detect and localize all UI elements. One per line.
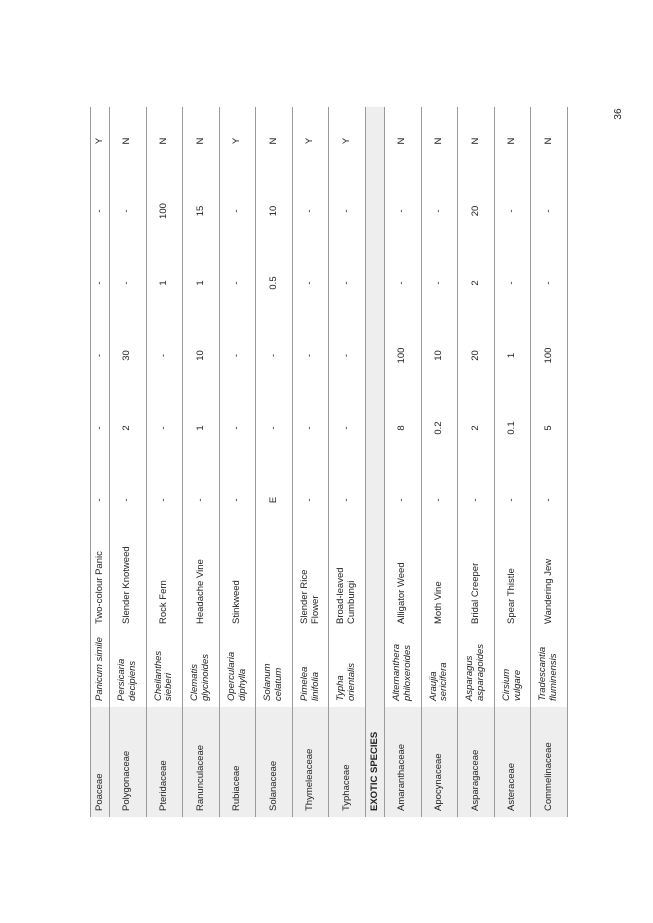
value-cell: - bbox=[91, 175, 110, 247]
value-cell: - bbox=[385, 464, 422, 536]
table-row bbox=[219, 107, 256, 817]
value-cell: 0.1 bbox=[494, 392, 531, 464]
scientific-name-cell: Panicum simile bbox=[91, 630, 110, 707]
value-cell: 0.2 bbox=[421, 392, 458, 464]
section-header-fill bbox=[366, 107, 385, 707]
table-row bbox=[458, 107, 495, 817]
value-cell: 100 bbox=[531, 319, 568, 392]
value-cell: - bbox=[329, 392, 366, 464]
value-cell: Y bbox=[329, 107, 366, 175]
value-cell: - bbox=[146, 464, 183, 536]
table-row bbox=[256, 107, 293, 817]
page-number: 36 bbox=[612, 108, 624, 120]
common-name-cell: Moth Vine bbox=[421, 536, 458, 630]
species-table-body bbox=[91, 107, 568, 817]
value-cell: N bbox=[385, 107, 422, 175]
value-cell: - bbox=[219, 392, 256, 464]
common-name-cell: Alligator Weed bbox=[385, 536, 422, 630]
value-cell: - bbox=[531, 175, 568, 247]
value-cell: - bbox=[110, 175, 147, 247]
table-row bbox=[329, 107, 366, 817]
species-table-container bbox=[90, 107, 568, 817]
common-name-cell: Stinkweed bbox=[219, 536, 256, 630]
value-cell: 1 bbox=[494, 319, 531, 392]
family-cell: Asparagaceae bbox=[458, 707, 495, 817]
value-cell: 2 bbox=[110, 392, 147, 464]
family-cell: Poaceae bbox=[91, 707, 110, 817]
common-name-cell: Bridal Creeper bbox=[458, 536, 495, 630]
family-cell: Apocynaceae bbox=[421, 707, 458, 817]
section-header-row bbox=[366, 107, 385, 817]
scientific-name-cell: Solanum celatum bbox=[256, 630, 293, 707]
value-cell: 1 bbox=[183, 392, 220, 464]
value-cell: N bbox=[256, 107, 293, 175]
value-cell: - bbox=[531, 247, 568, 319]
value-cell: - bbox=[292, 464, 329, 536]
value-cell: - bbox=[292, 175, 329, 247]
value-cell: N bbox=[458, 107, 495, 175]
value-cell: - bbox=[385, 175, 422, 247]
value-cell: - bbox=[421, 175, 458, 247]
table-row bbox=[421, 107, 458, 817]
common-name-cell: Spear Thistle bbox=[494, 536, 531, 630]
value-cell: N bbox=[494, 107, 531, 175]
value-cell: 2 bbox=[458, 247, 495, 319]
family-cell: Pteridaceae bbox=[146, 707, 183, 817]
scientific-name-cell: Cheilanthes sieberi bbox=[146, 630, 183, 707]
value-cell: - bbox=[458, 464, 495, 536]
value-cell: - bbox=[421, 464, 458, 536]
common-name-cell: Headache Vine bbox=[183, 536, 220, 630]
value-cell: - bbox=[494, 247, 531, 319]
value-cell: - bbox=[292, 247, 329, 319]
value-cell: - bbox=[219, 175, 256, 247]
value-cell: - bbox=[110, 247, 147, 319]
scientific-name-cell: Pimelea linifolia bbox=[292, 630, 329, 707]
scientific-name-cell: Araujia sericifera bbox=[421, 630, 458, 707]
value-cell: N bbox=[421, 107, 458, 175]
scientific-name-cell: Cirsium vulgare bbox=[494, 630, 531, 707]
value-cell: 10 bbox=[183, 319, 220, 392]
common-name-cell: Broad-leaved Cumbungi bbox=[329, 536, 366, 630]
scientific-name-cell: Typha orientalis bbox=[329, 630, 366, 707]
value-cell: N bbox=[531, 107, 568, 175]
value-cell: 2 bbox=[458, 392, 495, 464]
value-cell: - bbox=[91, 464, 110, 536]
value-cell: N bbox=[146, 107, 183, 175]
common-name-cell: Wandering Jew bbox=[531, 536, 568, 630]
value-cell: 10 bbox=[421, 319, 458, 392]
species-table bbox=[90, 107, 568, 817]
value-cell: - bbox=[146, 392, 183, 464]
value-cell: - bbox=[292, 392, 329, 464]
table-row bbox=[292, 107, 329, 817]
family-cell: Typhaceae bbox=[329, 707, 366, 817]
family-cell: Thymeleaceae bbox=[292, 707, 329, 817]
table-row bbox=[110, 107, 147, 817]
family-cell: Rubiaceae bbox=[219, 707, 256, 817]
value-cell: - bbox=[219, 247, 256, 319]
value-cell: 1 bbox=[146, 247, 183, 319]
value-cell: Y bbox=[292, 107, 329, 175]
family-cell: Polygonaceae bbox=[110, 707, 147, 817]
value-cell: - bbox=[494, 464, 531, 536]
scientific-name-cell: Asparagus asparagoides bbox=[458, 630, 495, 707]
value-cell: - bbox=[531, 464, 568, 536]
value-cell: - bbox=[219, 319, 256, 392]
value-cell: 0.5 bbox=[256, 247, 293, 319]
scientific-name-cell: Alternanthera philoxeroides bbox=[385, 630, 422, 707]
family-cell: Asteraceae bbox=[494, 707, 531, 817]
value-cell: E bbox=[256, 464, 293, 536]
value-cell: - bbox=[91, 392, 110, 464]
value-cell: - bbox=[91, 319, 110, 392]
value-cell: 8 bbox=[385, 392, 422, 464]
table-row bbox=[183, 107, 220, 817]
scientific-name-cell: Opercularia diphylla bbox=[219, 630, 256, 707]
table-row bbox=[494, 107, 531, 817]
value-cell: N bbox=[183, 107, 220, 175]
family-cell: Solanaceae bbox=[256, 707, 293, 817]
scientific-name-cell: Clematis glycinoides bbox=[183, 630, 220, 707]
value-cell: - bbox=[256, 319, 293, 392]
value-cell: - bbox=[421, 247, 458, 319]
value-cell: Y bbox=[91, 107, 110, 175]
common-name-cell: Slender Rice Flower bbox=[292, 536, 329, 630]
value-cell: 5 bbox=[531, 392, 568, 464]
value-cell: 1 bbox=[183, 247, 220, 319]
value-cell: - bbox=[292, 319, 329, 392]
value-cell: 10 bbox=[256, 175, 293, 247]
value-cell: - bbox=[329, 319, 366, 392]
family-cell: Commelinaceae bbox=[531, 707, 568, 817]
value-cell: - bbox=[91, 247, 110, 319]
table-row bbox=[385, 107, 422, 817]
value-cell: - bbox=[329, 464, 366, 536]
scientific-name-cell: Persicaria decipiens bbox=[110, 630, 147, 707]
value-cell: - bbox=[256, 392, 293, 464]
table-row bbox=[146, 107, 183, 817]
value-cell: 20 bbox=[458, 175, 495, 247]
value-cell: - bbox=[183, 464, 220, 536]
value-cell: - bbox=[329, 247, 366, 319]
value-cell: 30 bbox=[110, 319, 147, 392]
common-name-cell: Two-colour Panic bbox=[91, 536, 110, 630]
scientific-name-cell: Tradescantia fluminensis bbox=[531, 630, 568, 707]
value-cell: - bbox=[385, 247, 422, 319]
common-name-cell: Slender Knotweed bbox=[110, 536, 147, 630]
value-cell: N bbox=[110, 107, 147, 175]
value-cell: - bbox=[219, 464, 256, 536]
value-cell: - bbox=[146, 319, 183, 392]
common-name-cell: Rock Fern bbox=[146, 536, 183, 630]
value-cell: - bbox=[110, 464, 147, 536]
family-cell: Amaranthaceae bbox=[385, 707, 422, 817]
value-cell: Y bbox=[219, 107, 256, 175]
family-cell: Ranunculaceae bbox=[183, 707, 220, 817]
value-cell: 20 bbox=[458, 319, 495, 392]
value-cell: 100 bbox=[385, 319, 422, 392]
value-cell: 100 bbox=[146, 175, 183, 247]
value-cell: 15 bbox=[183, 175, 220, 247]
value-cell: - bbox=[494, 175, 531, 247]
value-cell: - bbox=[329, 175, 366, 247]
table-row bbox=[91, 107, 110, 817]
common-name-cell bbox=[256, 536, 293, 630]
table-row bbox=[531, 107, 568, 817]
section-title: EXOTIC SPECIES bbox=[366, 707, 385, 817]
